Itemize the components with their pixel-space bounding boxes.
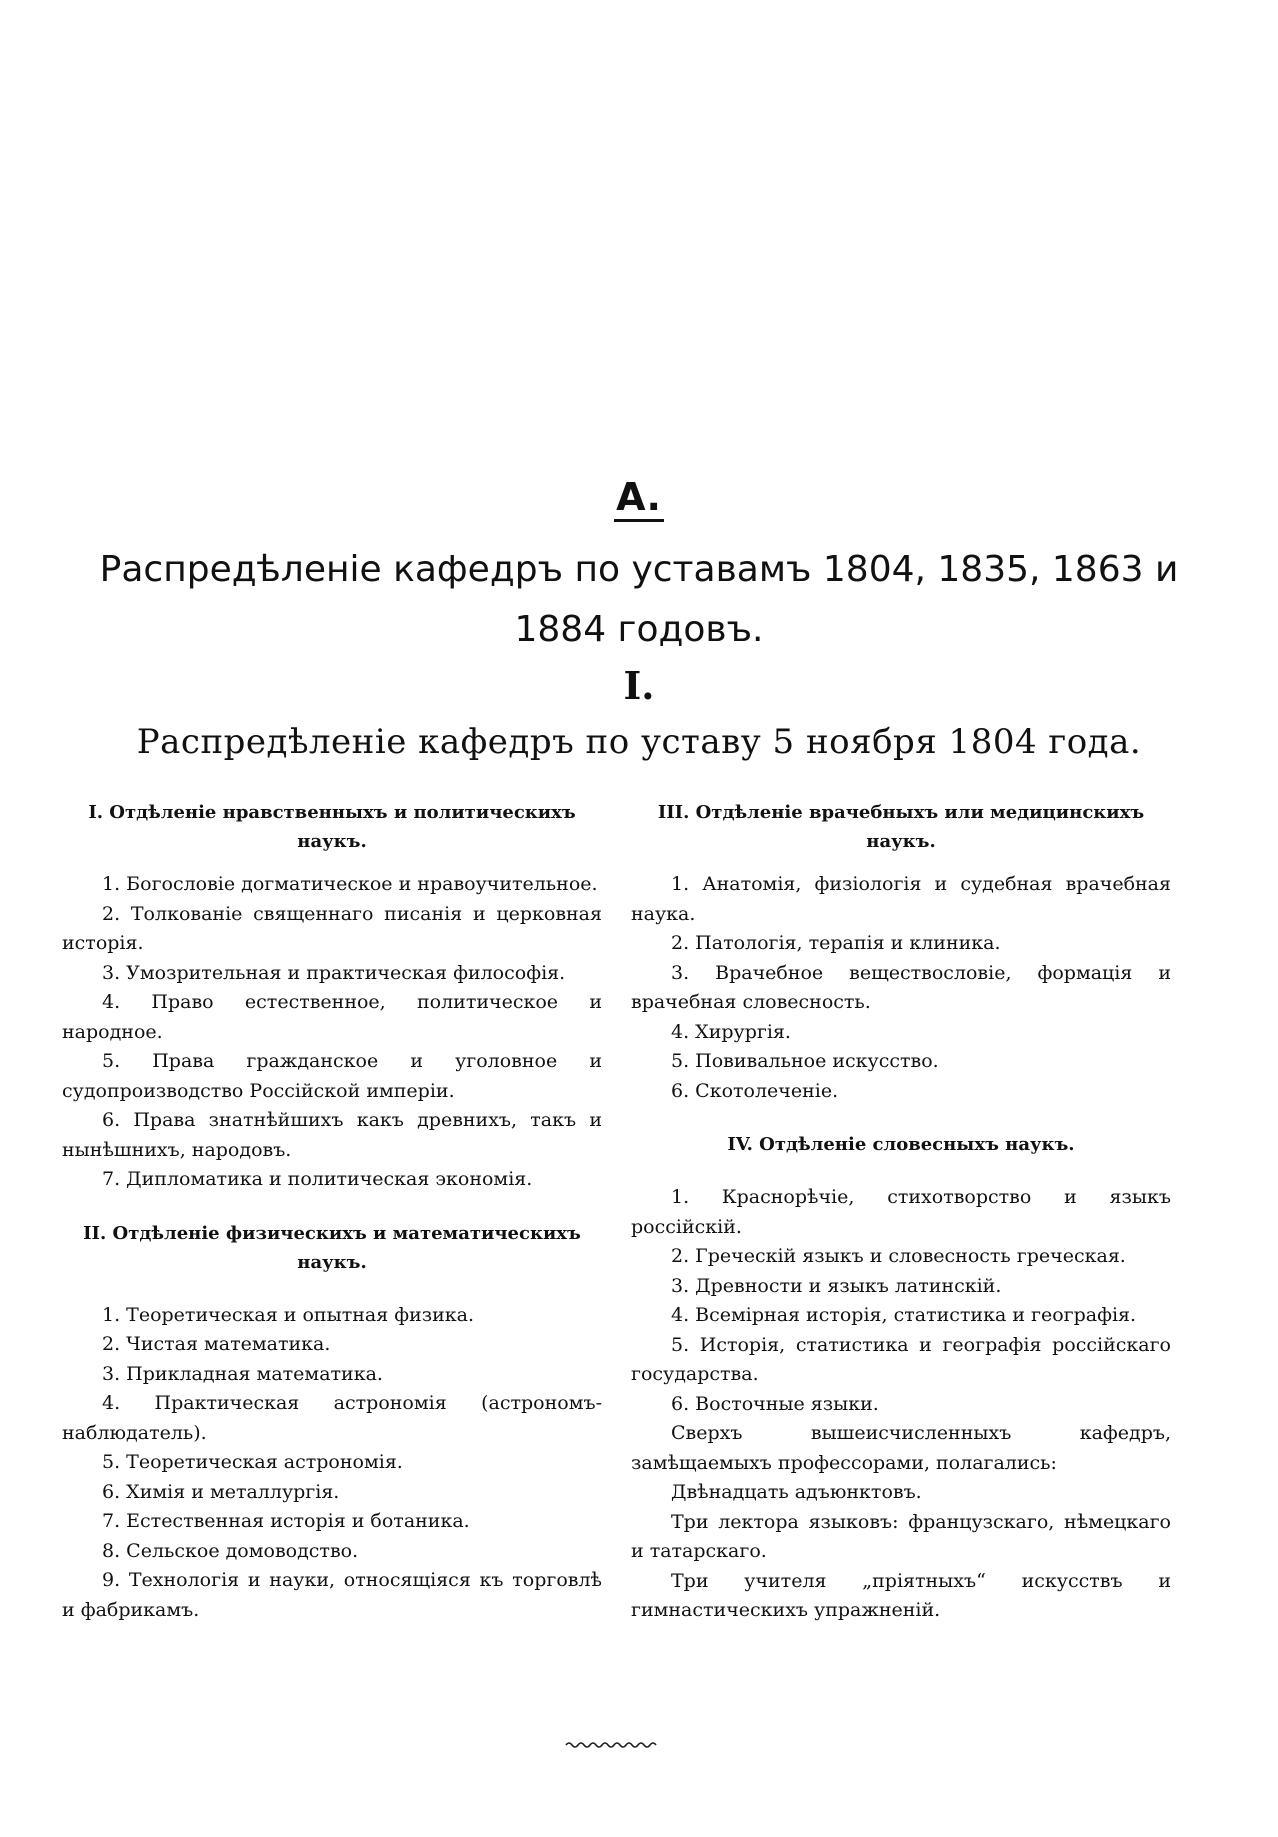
list-item: 6. Скотолеченіе. [671, 1079, 839, 1102]
list-item: 5. Повивальное искусство. [671, 1050, 939, 1072]
list-item: 1. Анатомія, физіологія и судебная врачебная наука. [631, 873, 1171, 925]
ornament-divider-icon [0, 1735, 1278, 1755]
list-item: 2. Патологія, терапія и клиника. [671, 932, 1001, 954]
note-paragraph: Сверхъ вышеисчисленныхъ кафедръ, замѣщаемыхъ профессорами, полагались: [631, 1422, 1171, 1474]
list-item: 7. Естественная исторія и ботаника. [102, 1510, 470, 1532]
list-item: 1. Краснорѣчіе, стихотворство и языкъ россійскій. [631, 1186, 1171, 1238]
note-paragraph: Три лектора языковъ: французскаго, нѣмецкаго и татарскаго. [631, 1510, 1171, 1562]
main-title: Распредѣленіе кафедръ по уставамъ 1804, 1835, 1863 и 1884 годовъ. [99, 549, 1179, 650]
list-item: 4. Право естественное, политическое и народное. [62, 991, 602, 1043]
list-item: 6. Химія и металлургія. [102, 1480, 340, 1503]
list-item: 1. Богословіе догматическое и нравоучительное. [102, 873, 598, 895]
note-paragraph: Три учителя „пріятныхъ“ искусствъ и гимнастическихъ упражненій. [631, 1569, 1171, 1621]
list-item: 5. Исторія, статистика и географія россійскаго государства. [631, 1333, 1171, 1385]
section-heading: III. Отдѣленіе врачебныхъ или медицинскихъ наукъ. [657, 802, 1145, 852]
list-item: 6. Права знатнѣйшихъ какъ древнихъ, такъ и нынѣшнихъ, народовъ. [62, 1109, 602, 1161]
list-item: 7. Дипломатика и политическая экономія. [102, 1168, 533, 1190]
list-item: 6. Восточные языки. [671, 1392, 879, 1415]
section-heading: II. Отдѣленіе физическихъ и математическихъ наукъ. [83, 1222, 581, 1273]
list-item: 9. Технологія и науки, относящіяся къ торговлѣ и фабрикамъ. [62, 1569, 602, 1621]
section-heading: I. Отдѣленіе нравственныхъ и политическихъ наукъ. [88, 802, 576, 852]
list-item: 2. Греческій языкъ и словесность греческая. [671, 1245, 1126, 1267]
list-item: 2. Толкованіе священнаго писанія и церковная исторія. [62, 902, 602, 954]
appendix-letter: А. [0, 475, 1278, 519]
right-column [631, 798, 1171, 1626]
left-column [62, 798, 602, 1625]
list-item: 2. Чистая математика. [102, 1333, 331, 1355]
note-paragraph: Двѣнадцать адъюнктовъ. [671, 1481, 922, 1503]
list-item: 1. Теоретическая и опытная физика. [102, 1303, 475, 1326]
list-item: 3. Прикладная математика. [102, 1362, 383, 1385]
list-item: 3. Умозрительная и практическая философія. [102, 961, 566, 984]
list-item: 4. Всемірная исторія, статистика и географія. [671, 1304, 1137, 1326]
section-number: I. [623, 663, 655, 708]
list-item: 8. Сельское домоводство. [102, 1539, 359, 1562]
list-item: 4. Хирургія. [671, 1020, 791, 1043]
list-item: 3. Древности и языкъ латинскій. [671, 1274, 1002, 1297]
list-item: 4. Практическая астрономія (астрономъ-наблюдатель). [62, 1392, 602, 1444]
list-item: 5. Теоретическая астрономія. [102, 1451, 403, 1473]
list-item: 5. Права гражданское и уголовное и судопроизводство Россійской имперіи. [62, 1050, 602, 1102]
sub-title: Распредѣленіе кафедръ по уставу 5 ноября 1804 года. [136, 722, 1142, 762]
list-item: 3. Врачебное веществословіе, формація и врачебная словесность. [631, 961, 1171, 1013]
section-heading: IV. Отдѣленіе словесныхъ наукъ. [727, 1134, 1075, 1155]
